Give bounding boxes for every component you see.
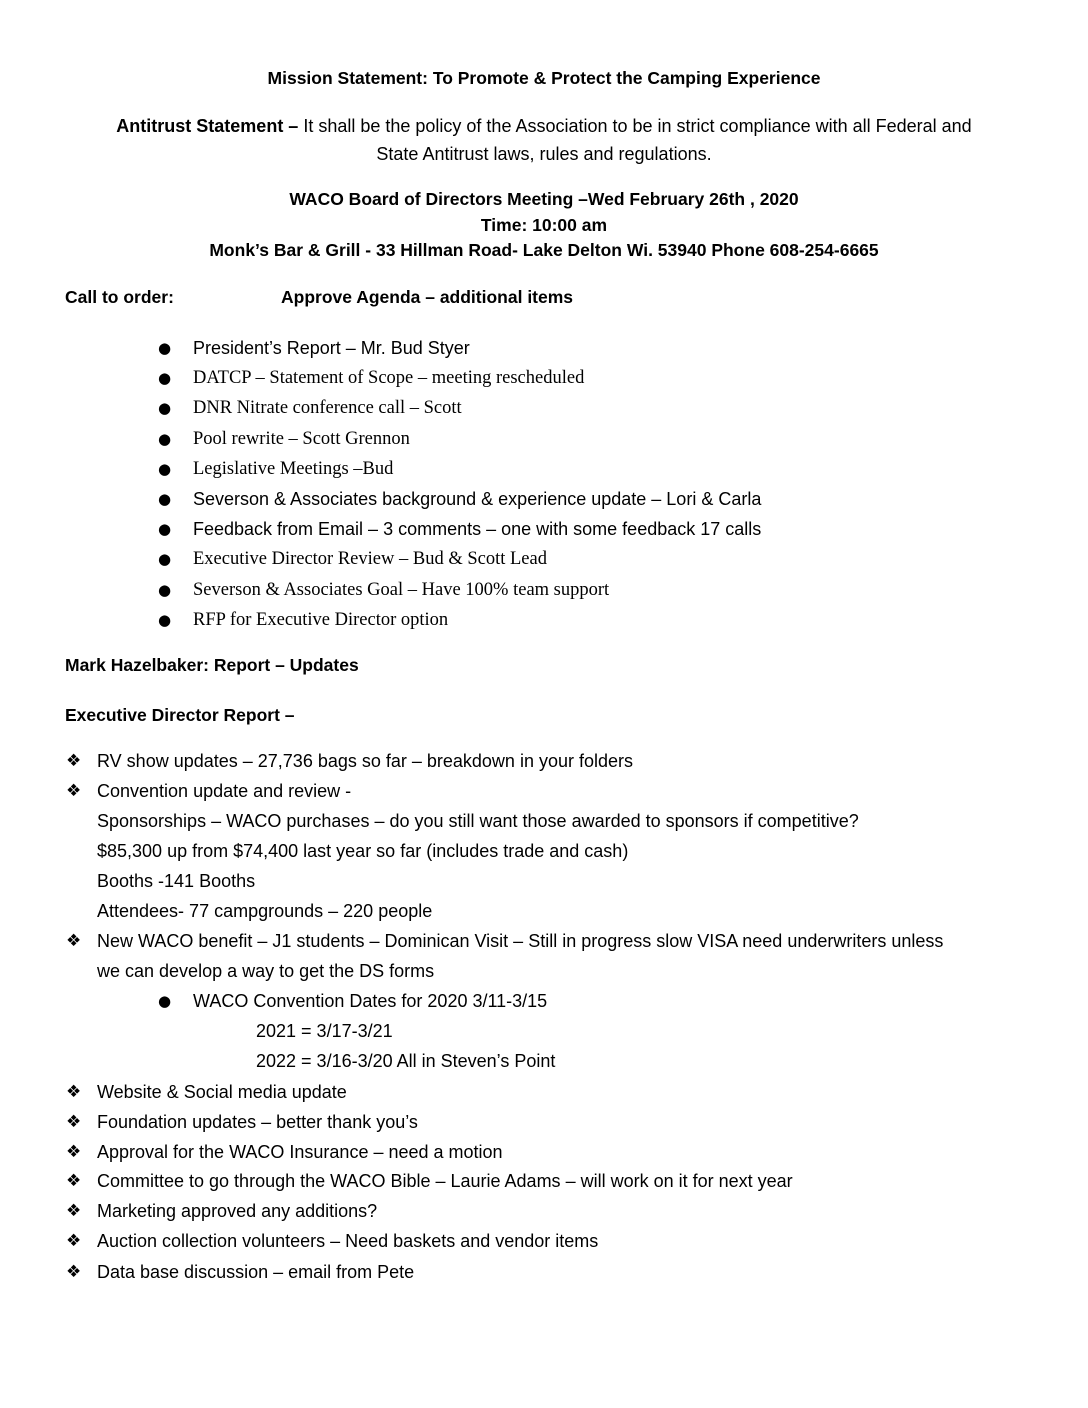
round-bullet-icon: ● — [158, 429, 172, 448]
agenda-item-text: Feedback from Email – 3 comments – one with some feedback 17 calls — [193, 519, 762, 540]
diamond-bullet-icon: ❖ — [66, 1171, 82, 1191]
benefit-line-2: we can develop a way to get the DS forms — [97, 961, 435, 981]
mark-report-heading: Mark Hazelbaker: Report – Updates — [65, 655, 359, 675]
agenda-item — [0, 608, 1088, 638]
call-to-order-label: Call to order: — [65, 287, 174, 307]
marketing-item: Marketing approved any additions? — [97, 1201, 378, 1221]
diamond-bullet-icon: ❖ — [66, 1112, 82, 1132]
agenda-item — [0, 396, 1088, 426]
insurance-item: Approval for the WACO Insurance – need a motion — [97, 1142, 503, 1162]
round-bullet-icon: ● — [158, 520, 172, 539]
diamond-bullet-icon: ❖ — [66, 931, 82, 951]
antitrust-statement — [0, 115, 1088, 137]
agenda-item — [0, 457, 1088, 487]
round-bullet-icon: ● — [158, 399, 172, 418]
meeting-title: WACO Board of Directors Meeting –Wed February 26th , 2020 — [289, 189, 799, 209]
agenda-item-text: President’s Report – Mr. Bud Styer — [193, 338, 470, 358]
benefit-line-1: New WACO benefit – J1 students – Dominican Visit – Still in progress slow VISA need underwriters unless — [97, 931, 944, 951]
attendees-line: Attendees- 77 campgrounds – 220 people — [97, 901, 433, 921]
round-bullet-icon: ● — [158, 992, 172, 1010]
mission-statement: Mission Statement: To Promote & Protect the Camping Experience — [267, 68, 821, 88]
agenda-item — [0, 487, 1088, 517]
auction-item: Auction collection volunteers – Need baskets and vendor items — [97, 1231, 599, 1251]
agenda-item — [0, 578, 1088, 608]
agenda-item-text: RFP for Executive Director option — [193, 609, 449, 630]
database-item: Data base discussion – email from Pete — [97, 1262, 415, 1282]
round-bullet-icon: ● — [158, 610, 172, 629]
meeting-location: Monk’s Bar & Grill - 33 Hillman Road- Lake Delton Wi. 53940 Phone 608-254-6665 — [209, 240, 879, 260]
agenda-item — [0, 517, 1088, 547]
convention-dates-2021: 2021 = 3/17-3/21 — [256, 1021, 393, 1041]
diamond-bullet-icon: ❖ — [66, 1142, 82, 1162]
call-to-order-row — [65, 286, 574, 308]
bible-committee-item: Committee to go through the WACO Bible – Laurie Adams – will work on it for next year — [97, 1171, 793, 1191]
agenda-item-text: DNR Nitrate conference call – Scott — [193, 398, 462, 419]
executive-director-heading: Executive Director Report – — [65, 705, 295, 725]
antitrust-text-line-1: It shall be the policy of the Association to be in strict compliance with all Federal and — [298, 116, 972, 136]
agenda-item — [0, 547, 1088, 577]
booths-line: Booths -141 Booths — [97, 871, 256, 891]
round-bullet-icon: ● — [158, 339, 172, 357]
round-bullet-icon: ● — [158, 459, 172, 478]
agenda-item-text: Severson & Associates background & experience update – Lori & Carla — [193, 488, 762, 509]
agenda-item-text: Severson & Associates Goal – Have 100% team support — [193, 579, 610, 600]
antitrust-label: Antitrust Statement – — [116, 116, 299, 136]
convention-item: Convention update and review - — [97, 781, 352, 801]
convention-dates-2022: 2022 = 3/16-3/20 All in Steven’s Point — [256, 1051, 556, 1071]
rv-show-item: RV show updates – 27,736 bags so far – breakdown in your folders — [97, 751, 634, 771]
round-bullet-icon: ● — [158, 580, 172, 599]
round-bullet-icon: ● — [158, 489, 172, 508]
diamond-bullet-icon: ❖ — [66, 751, 82, 771]
meeting-time: Time: 10:00 am — [480, 215, 608, 235]
diamond-bullet-icon: ❖ — [66, 781, 82, 801]
round-bullet-icon: ● — [158, 550, 172, 569]
agenda-list — [0, 336, 1088, 638]
website-item: Website & Social media update — [97, 1082, 347, 1102]
antitrust-text-line-2: State Antitrust laws, rules and regulations. — [376, 144, 712, 164]
agenda-item — [0, 427, 1088, 457]
round-bullet-icon: ● — [158, 369, 172, 388]
diamond-bullet-icon: ❖ — [66, 1231, 82, 1251]
diamond-bullet-icon: ❖ — [66, 1262, 82, 1282]
diamond-bullet-icon: ❖ — [66, 1201, 82, 1221]
approve-agenda-label: Approve Agenda – additional items — [281, 287, 574, 307]
agenda-item — [0, 336, 1088, 366]
agenda-item-text: Executive Director Review – Bud & Scott Lead — [193, 549, 547, 570]
agenda-item-text: Pool rewrite – Scott Grennon — [193, 428, 410, 449]
convention-dates-2020: WACO Convention Dates for 2020 3/11-3/15 — [193, 991, 548, 1011]
agenda-item-text: DATCP – Statement of Scope – meeting rescheduled — [193, 368, 585, 389]
agenda-item-text: Legislative Meetings –Bud — [193, 458, 394, 479]
sponsorships-line: Sponsorships – WACO purchases – do you still want those awarded to sponsors if competitive? — [97, 811, 859, 831]
foundation-item: Foundation updates – better thank you’s — [97, 1112, 418, 1132]
amount-line: $85,300 up from $74,400 last year so far (includes trade and cash) — [97, 841, 629, 861]
diamond-bullet-icon: ❖ — [66, 1082, 82, 1102]
agenda-item — [0, 366, 1088, 396]
